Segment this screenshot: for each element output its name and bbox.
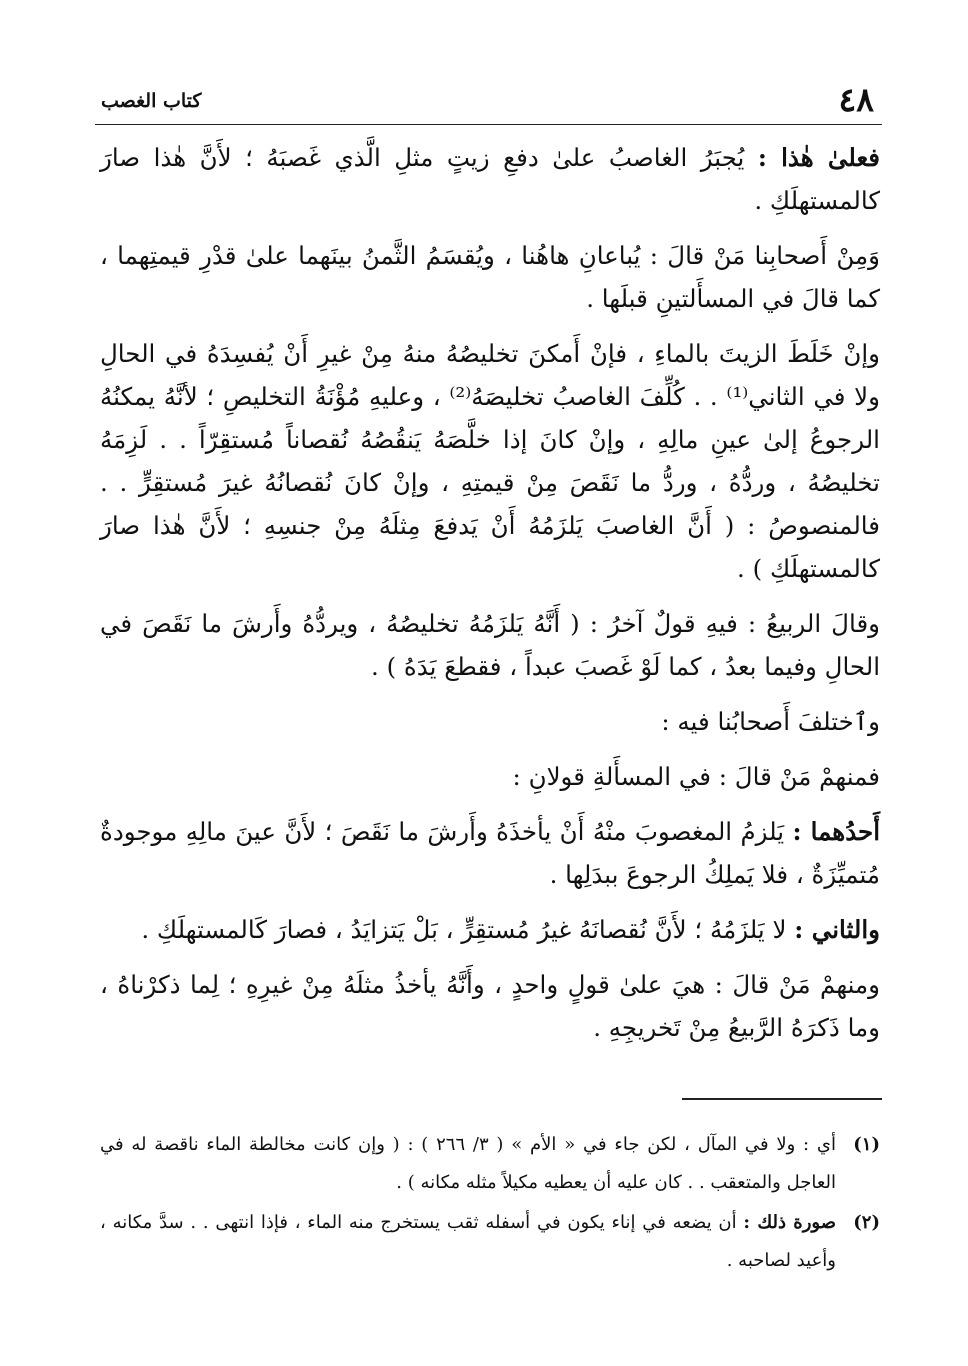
paragraph-lead: فعلىٰ هٰذا : xyxy=(757,143,880,172)
main-text xyxy=(100,136,880,1061)
page-header xyxy=(95,78,882,125)
paragraph-text: وٱختلفَ أَصحابُنا فيه : xyxy=(661,707,880,736)
footnote xyxy=(100,1126,880,1202)
paragraph xyxy=(100,234,880,320)
footnote-number: (١) xyxy=(853,1134,880,1155)
paragraph-lead: أَحدُهما : xyxy=(792,817,881,846)
paragraph-text: فمنهمْ مَنْ قالَ : في المسأَلةِ قولانِ : xyxy=(512,762,880,791)
paragraph-text: وقالَ الربيعُ : فيهِ قولٌ آخرُ : ( أَنَّهُ يَلزَمُهُ تخليصُهُ ، ويردُّهُ وأَرشَ ما نَقَصَ في الحالِ وفيما بعدُ ، كما لَوْ غَصبَ عبداً ، فقطعَ يَدَهُ ) . xyxy=(100,609,880,681)
paragraph xyxy=(100,908,880,951)
paragraph-text: وإنْ خَلَطَ الزيتَ بالماءِ ، فإنْ أَمكنَ تخليصُهُ منهُ مِنْ غيرِ أَنْ يُفسِدَهُ في الحالِ ولا في الثاني⁽¹⁾ . . كُلِّفَ الغاصبُ تخليصَهُ⁽²⁾ ، وعليهِ مُؤْنَةُ التخليصِ ؛ لأنَّهُ يمكنُهُ الرجوعُ إلىٰ عينِ مالِهِ ، وإنْ كانَ إذا خلَّصَهُ يَنقُصُهُ نُقصاناً مُستقِرّاً . . لَزِمَهُ تخليصُهُ ، وردُّهُ ، وردُّ ما نَقَصَ مِنْ قيمتِهِ ، وإنْ كانَ نُقصانُهُ غيرَ مُستقِرٍّ . . فالمنصوصُ : ( أَنَّ الغاصبَ يَلزَمُهُ أَنْ يَدفعَ مِثلَهُ مِنْ جنسِهِ ؛ لأَنَّ هٰذا صارَ كالمستهلَكِ ) . xyxy=(100,339,880,583)
paragraph-text: ومنهمْ مَنْ قالَ : هيَ علىٰ قولٍ واحدٍ ، وأَنَّهُ يأخذُ مثلَهُ مِنْ غيرِهِ ؛ لِما ذكرْناهُ ، وما ذَكرَهُ الرَّبيعُ مِنْ تَخريجِهِ . xyxy=(100,970,880,1042)
footnote-text: أن يضعه في إناء يكون في أسفله ثقب يستخرج منه الماء ، فإذا انتهى . . سدَّ مكانه ، وأعيد لصاحبه . xyxy=(100,1212,836,1271)
paragraph xyxy=(100,136,880,222)
paragraph xyxy=(100,963,880,1049)
paragraph-text: وَمِنْ أَصحابِنا مَنْ قالَ : يُباعانِ هاهُنا ، ويُقسَمُ الثَّمنُ بينَهما علىٰ قدْرِ قيمتِهما ، كما قالَ في المسأَلتينِ قبلَها . xyxy=(100,241,880,313)
footnote xyxy=(100,1204,880,1280)
footnotes xyxy=(100,1126,880,1282)
footnote-number: (٢) xyxy=(853,1212,880,1233)
paragraph-lead: والثاني : xyxy=(794,915,880,944)
page-number: ٤٨ xyxy=(838,80,874,119)
footnote-separator xyxy=(682,1098,882,1100)
paragraph-text: يَلزمُ المغصوبَ منْهُ أَنْ يأخذَهُ وأَرشَ ما نَقَصَ ؛ لأَنَّ عينَ مالِهِ موجودةٌ مُتميِّزَةٌ ، فلا يَملِكُ الرجوعَ ببدَلِها . xyxy=(100,817,880,889)
paragraph-text: يُجبَرُ الغاصبُ علىٰ دفعِ زيتٍ مثلِ الَّذي غَصبَهُ ؛ لأَنَّ هٰذا صارَ كالمستهلَكِ . xyxy=(100,143,880,215)
paragraph xyxy=(100,755,880,798)
footnote-body xyxy=(100,1126,836,1202)
paragraph xyxy=(100,602,880,688)
footnote-lead: صورة ذلك : xyxy=(743,1212,837,1233)
footnote-text: أي : ولا في المآل ، لكن جاء في « الأم » ( ٣/ ٢٦٦ ) : ( وإن كانت مخالطة الماء ناقصة له في العاجل والمتعقب . . كان عليه أن يعطيه مكيلاً مثله مكانه ) . xyxy=(100,1134,836,1193)
paragraph-text: لا يَلزَمُهُ ؛ لأَنَّ نُقصانَهُ غيرُ مُستقِرٍّ ، بَلْ يَتزايَدُ ، فصارَ كَالمستهلَكِ . xyxy=(141,915,795,944)
paragraph xyxy=(100,332,880,590)
footnote-body xyxy=(100,1204,836,1280)
running-title: كتاب الغصب xyxy=(101,90,202,112)
paragraph xyxy=(100,700,880,743)
paragraph xyxy=(100,810,880,896)
